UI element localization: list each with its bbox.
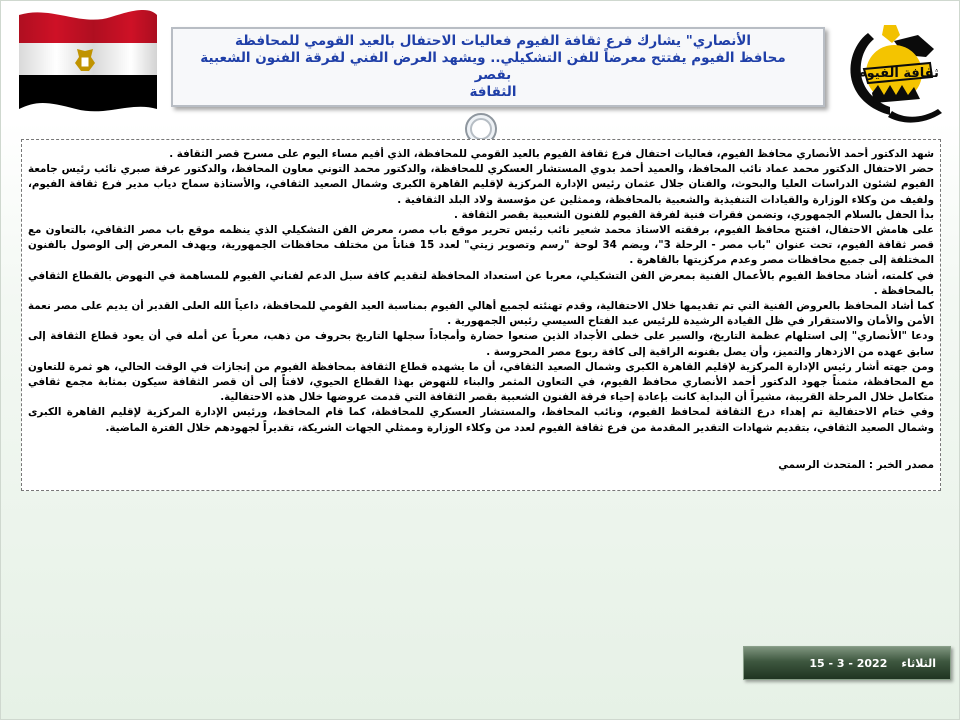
- headline-line-1: الأنصاري" يشارك فرع ثقافة الفيوم فعاليات الاحتفال بالعيد القومي للمحافظة: [234, 33, 752, 49]
- logo-text: ثقافة الفيوم: [857, 66, 939, 81]
- article-paragraph: في كلمته، أشاد محافظ الفيوم بالأعمال الفنية بمعرض الفن التشكيلي، معربا عن استعداد المحافظة لتقديم كافة سبل الدعم لفناني الفيوم للمساهمة في النهوض بالقطاع الثقافي بالمحافظة .: [28, 269, 934, 297]
- egypt-flag-icon: [11, 5, 161, 117]
- news-source: مصدر الخبر : المتحدث الرسمي: [778, 458, 934, 471]
- culture-palaces-logo-icon: [834, 15, 954, 127]
- article-paragraph: بدأ الحفل بالسلام الجمهوري، وتضمن فقرات فنية لفرقة الفيوم للفنون الشعبية بقصر الثقافة .: [453, 208, 934, 221]
- article-paragraph: حضر الاحتفال الدكتور محمد عماد نائب المحافظ، والعميد أحمد بدوي المستشار العسكري للمحافظة، والدكتور محمد التوني معاون المحافظ، والدكتور عرفة صبري نائب رئيس جامعة الفيوم لشئون الدراسات العليا والبحوث، والفنان جلال عثمان رئيس الإدارة المركزية لإقليم القاهرة الكبرى وشمال الصعيد الثقافي، والأستاذة سماح دياب مدير فرع ثقافة الفيوم، ولفيف من وكلاء الوزارة والقيادات التنفيذية والشعبية بالمحافظة، وممثلين عن مؤسسة ولاد البلد الثقافية .: [28, 163, 934, 206]
- day-name: الثلاثاء: [901, 656, 936, 670]
- headline-line-2: محافظ الفيوم يفتتح معرضاً للفن التشكيلي.. ويشهد العرض الفني لفرقة الفنون الشعبية بقصر: [200, 50, 786, 83]
- date-value: 15 - 3 - 2022: [809, 656, 888, 670]
- article-paragraph: على هامش الاحتفال، افتتح محافظ الفيوم، برفقته الاستاذ محمد شعير نائب رئيس تحرير موقع باب مصر، معرض الفن التشكيلي الذي ينظمه موقع باب مصر الثقافي، بالتعاون مع قصر ثقافة الفيوم، تحت عنوان "باب مصر - الرحلة 3"، ويضم 34 لوحة "رسم وتصوير زيتي" لعدد 15 فناناً من مختلف محافظات الجمهورية، ويهدف المعرض إلى الوصول بالفنون المختلفة إلى جميع محافظات مصر وعدم مركزيتها بالقاهرة .: [28, 224, 934, 267]
- date-bar: [743, 646, 951, 680]
- article-paragraph: شهد الدكتور أحمد الأنصاري محافظ الفيوم، فعاليات احتفال فرع ثقافة الفيوم بالعيد القومي للمحافظة، الذي أقيم مساء اليوم على مسرح قصر الثقافة .: [169, 148, 934, 160]
- article-paragraph: ودعا "الأنصاري" إلى استلهام عظمة التاريخ، والسير على خطى الأجداد الذين صنعوا حضارة وأمجاداً سجلها التاريخ بحروف من ذهب، معرباً عن أمله في أن يعود قطاع الثقافة إلى سابق عهده من الازدهار والتميز، وأن يصل بفنونه الراقية إلى كافة ربوع مصر المحروسة .: [28, 330, 934, 358]
- headline-box: [171, 27, 825, 107]
- article-paragraph: كما أشاد المحافظ بالعروض الفنية التي تم تقديمها خلال الاحتفالية، وقدم تهنئته لجميع أهالي الفيوم بمناسبة العيد القومي للمحافظة، داعياً الله العلى القدير أن يديم على مصر نعمة الأمن والأمان والاستقرار في ظل القيادة الرشيدة للرئيس عبد الفتاح السيسي رئيس الجمهورية .: [28, 300, 934, 328]
- article-paragraph: وفي ختام الاحتفالية تم إهداء درع الثقافة لمحافظ الفيوم، ونائب المحافظ، والمستشار العسكري للمحافظة، كما قام المحافظ، ورئيس الإدارة المركزية لإقليم القاهرة الكبرى وشمال الصعيد الثقافي، بتقديم شهادات التقدير المقدمة من فرع ثقافة الفيوم لعدد من وكلاء الوزارة وممثلي الجهات الشريكة، تقديراً لجهودهم خلال الفترة الماضية.: [28, 406, 934, 434]
- headline-line-3: الثقافة: [469, 84, 517, 100]
- article-paragraph: ومن جهته أشار رئيس الإدارة المركزية لإقليم القاهرة الكبرى وشمال الصعيد الثقافي، أن ما يشهده قطاع الثقافة بمحافظة الفيوم من إنجازات في الوقت الحالي، هو ثمرة للتعاون مع المحافظة، مثمناً جهود الدكتور أحمد الأنصاري محافظ الفيوم، في التعاون المثمر والبناء للنهوض بهذا القطاع الحيوي، لافتاً إلى أن قصر الثقافة سيكون بمثابة مجمع ثقافي متكامل خلال المرحلة القريبة، مشيراً أن البداية كانت بإعادة إحياء فرقة الفنون الشعبية بقصر الثقافة التي قدمت عروضها خلال هذه الاحتفالية.: [28, 360, 934, 404]
- article-body: [21, 139, 941, 491]
